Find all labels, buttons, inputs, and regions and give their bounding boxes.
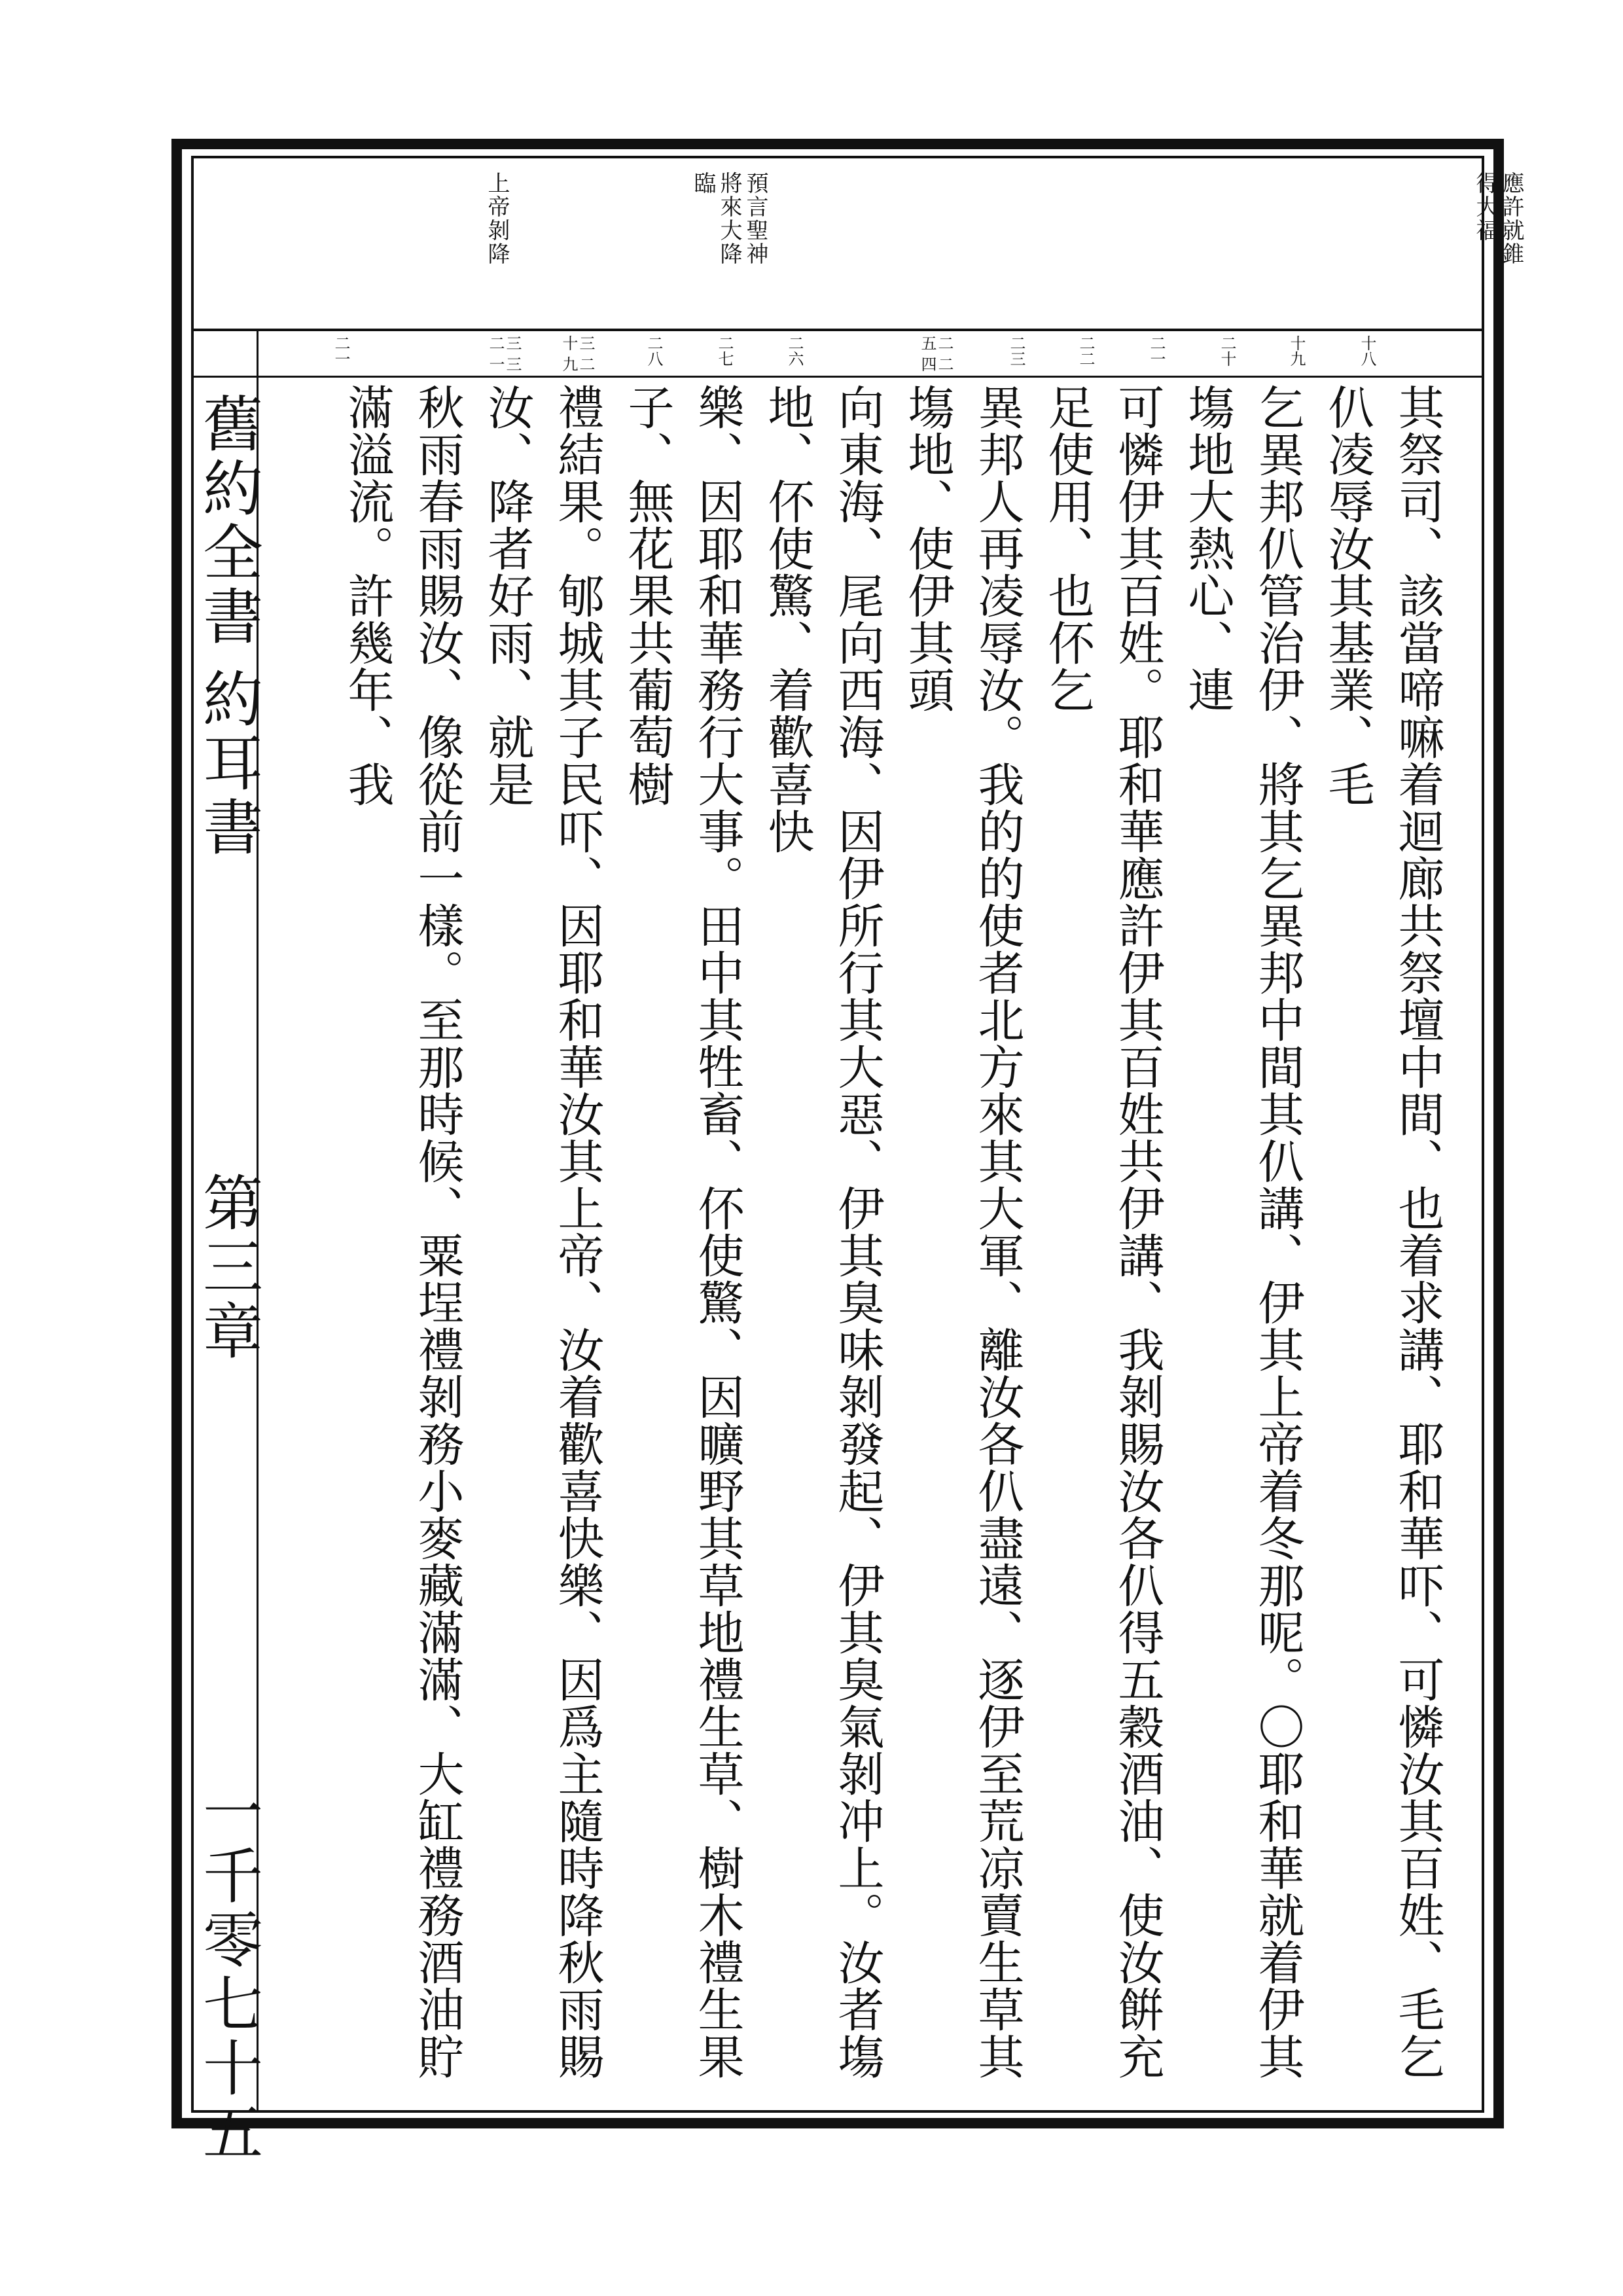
- verse-number: 三一 三二: [486, 335, 522, 372]
- text-column: 可憐伊其百姓。耶和華應許伊其百姓共伊講、我剝賜汝各仈得五穀酒油、使汝餠充足使用、也伓乞: [1041, 384, 1165, 2080]
- book-title: 舊約全書: [193, 393, 263, 649]
- note-blessing: 應許就錐 得大福: [1472, 171, 1524, 266]
- verse-number-divider: [194, 376, 1482, 378]
- note-prophecy: 預言聖神 將來大降 臨: [690, 171, 768, 266]
- text-column: 乞異邦仈管治伊、將其乞異邦中間其仈講、伊其上帝着冬那呢。〇耶和華就着伊其塲地大熱心、連: [1181, 384, 1305, 2080]
- text-column: 向東海、尾向西海、因伊所行其大惡、伊其臭味剝發起、伊其臭氣剝冲上。汝者塲地、伓使驚、着歡喜快: [760, 384, 885, 2080]
- text-column: 樂、因耶和華務行大事。田中其牲畜、伓使驚、因曠野其草地禮生草、樹木禮生果子、無花果共葡萄樹: [620, 384, 745, 2080]
- text-column: 禮結果。郇城其子民吓、因耶和華汝其上帝、汝着歡喜快樂、因爲主隨時降秋雨賜汝、降者好雨、就是: [480, 384, 605, 2080]
- verse-number: 十八: [1358, 335, 1376, 367]
- note-god-descends: 上帝剝降: [484, 171, 510, 266]
- verse-number: 二三: [1007, 335, 1026, 367]
- text-column: 其祭司、該當啼嘛着迴廊共祭壇中間、也着求講、耶和華吓、可憐汝其百姓、毛乞仈凌辱汝其基業、毛: [1321, 384, 1445, 2080]
- book-name: 約耳書: [193, 668, 263, 860]
- verse-number-row: [194, 331, 1482, 376]
- text-column: 異邦人再凌辱汝。我的的使者北方來其大軍、離汝各仈盡遠、逐伊至荒凉賣生草其塲地、使伊其頭: [901, 384, 1025, 2080]
- verse-number: 二一: [332, 335, 350, 367]
- verse-number: 二九 三十: [560, 335, 595, 372]
- verse-number: 二四 二五: [918, 335, 954, 372]
- verse-number: 二八: [645, 335, 663, 367]
- verse-number: 二二: [1077, 335, 1095, 367]
- verse-number: 二七: [715, 335, 734, 367]
- verse-number: 二十: [1218, 335, 1236, 367]
- chapter-label: 第三章: [193, 1172, 263, 1364]
- margin-notes: [194, 158, 1524, 329]
- verse-number: 十九: [1287, 335, 1306, 367]
- verse-number: 二一: [1147, 335, 1166, 367]
- page-number: 一千零七十五: [193, 1780, 263, 2165]
- verse-number: 二六: [785, 335, 804, 367]
- text-column: 秋雨春雨賜汝、像從前一樣。至那時候、粟埕禮剝務小麥藏滿滿、大缸禮務酒油貯滿溢流。許幾年、我: [340, 384, 465, 2080]
- main-text: [340, 384, 1453, 2098]
